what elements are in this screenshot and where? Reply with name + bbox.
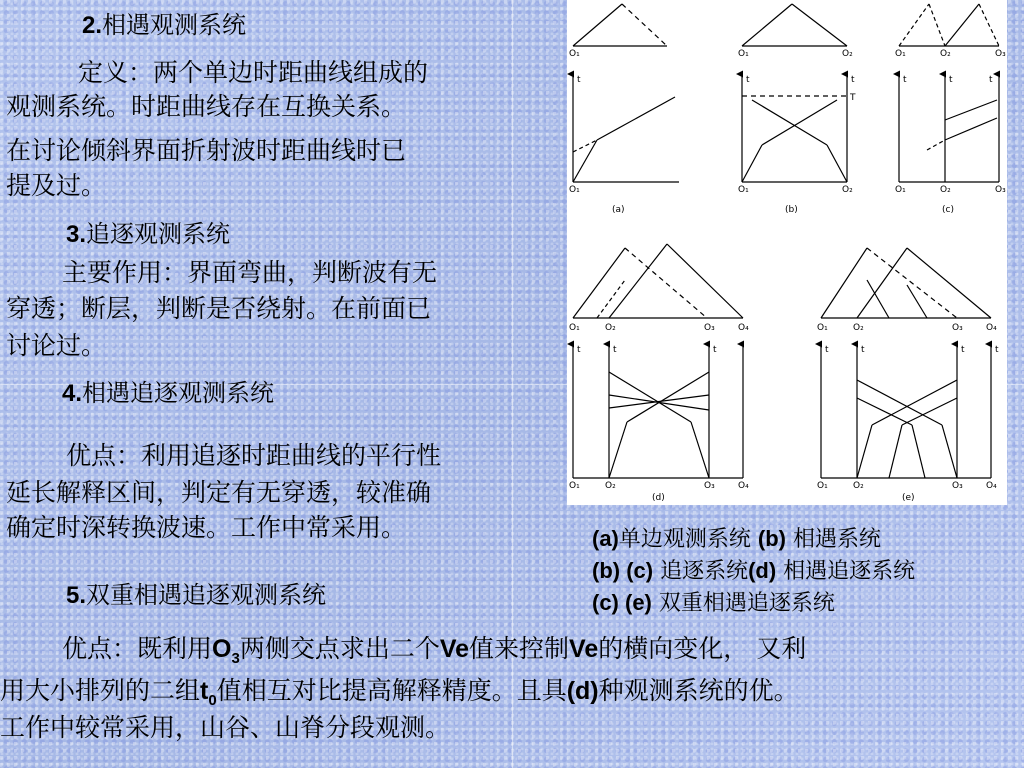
section-5-body-line-1 — [62, 633, 806, 674]
text-run: (d) — [566, 677, 599, 705]
axis-T-label: T — [850, 93, 856, 103]
text-run: Ve — [439, 635, 470, 663]
section-3-number: 3. — [66, 221, 87, 248]
panel-e-traveltime — [821, 344, 991, 478]
text-run: (d) — [748, 558, 777, 583]
o-label: O₂ — [605, 323, 616, 333]
o-label: O₂ — [842, 185, 853, 195]
text-run: 追逐系统 — [653, 559, 749, 584]
panel-d-traveltime — [573, 344, 743, 478]
axis-t-label: t — [613, 345, 617, 355]
section-2-body-line: 定义：两个单边时距曲线组成的 — [78, 58, 429, 87]
figure-caption-line — [592, 557, 915, 585]
o-label: O₁ — [895, 49, 906, 59]
panel-label-c: (c) — [942, 205, 954, 215]
o-label: O₂ — [940, 185, 951, 195]
observation-system-figure — [567, 0, 1007, 505]
panel-c-traveltime — [899, 74, 999, 182]
panel-label-e: (e) — [902, 493, 915, 503]
text-run: 两侧交点求出二个 — [239, 634, 440, 663]
o-label: O₁ — [569, 185, 580, 195]
o-label: O₃ — [995, 185, 1006, 195]
o-label: O₁ — [895, 185, 906, 195]
o-label: O₂ — [605, 481, 616, 491]
subscript: 3 — [231, 650, 240, 667]
panel-label-d: (d) — [652, 493, 665, 503]
panel-a-traveltime — [573, 74, 679, 182]
text-run: 用大小排列的二组 — [0, 676, 201, 705]
text-run: 值来控制 — [469, 634, 570, 663]
axis-t-label: t — [989, 75, 993, 85]
text-run: 相遇追逐系统 — [776, 559, 916, 584]
section-4-title: 相遇追逐观测系统 — [82, 379, 275, 407]
figure-caption-line — [592, 525, 881, 553]
section-2-body-line: 在讨论倾斜界面折射波时距曲线时已 — [6, 136, 407, 165]
text-run: (a) — [592, 526, 619, 551]
axis-t-label: t — [961, 345, 965, 355]
axis-t-label: t — [861, 345, 865, 355]
section-5-number: 5. — [66, 582, 87, 609]
o-label: O₃ — [704, 323, 715, 333]
o-label: O₄ — [738, 323, 749, 333]
subscript: 0 — [208, 692, 217, 709]
axis-t-label: t — [949, 75, 953, 85]
text-run: 相遇系统 — [785, 527, 881, 552]
o-label: O₄ — [738, 481, 749, 491]
section-2-body-line: 提及过。 — [6, 171, 107, 200]
section-5-body-line-3: 工作中较常采用，山谷、山脊分段观测。 — [0, 713, 451, 742]
text-run: O — [212, 635, 232, 663]
text-run: 值相互对比提高解释精度。且具 — [216, 676, 567, 705]
o-label: O₃ — [952, 481, 963, 491]
o-label: O₁ — [569, 49, 580, 59]
o-label: O₂ — [853, 323, 864, 333]
panel-label-b: (b) — [785, 205, 798, 215]
o-label: O₂ — [940, 49, 951, 59]
axis-t-label: t — [577, 75, 581, 85]
axis-t-label: t — [903, 75, 907, 85]
axis-t-label: t — [851, 75, 855, 85]
section-5-title: 双重相遇追逐观测系统 — [86, 581, 327, 609]
section-2-number: 2. — [82, 12, 103, 39]
panel-b-geometry — [742, 4, 847, 46]
text-run: 双重相遇追逐系统 — [651, 591, 835, 616]
text-run: 的横向变化， 又利 — [598, 634, 807, 663]
axis-t-label: t — [995, 345, 999, 355]
panel-e-geometry — [821, 248, 991, 318]
text-run: (b) — [757, 526, 786, 551]
section-2-heading — [82, 10, 246, 41]
panel-d-geometry — [573, 244, 743, 318]
panel-c-geometry — [899, 4, 999, 46]
section-2-body-line: 观测系统。时距曲线存在互换关系。 — [6, 92, 407, 121]
text-run: (b) (c) — [592, 558, 654, 583]
o-label: O₁ — [817, 481, 828, 491]
text-run: Ve — [569, 635, 599, 663]
section-3-heading — [66, 219, 230, 250]
section-3-body-line: 穿透；断层，判断是否绕射。在前面已 — [6, 294, 432, 323]
o-label: O₄ — [986, 323, 997, 333]
o-label: O₄ — [986, 481, 997, 491]
panel-label-a: (a) — [612, 205, 625, 215]
section-5-heading — [66, 580, 326, 611]
axis-t-label: t — [577, 345, 581, 355]
o-label: O₃ — [995, 49, 1006, 59]
o-label: O₁ — [569, 323, 580, 333]
section-3-body-line: 讨论过。 — [6, 331, 107, 360]
section-4-body-line: 优点：利用追逐时距曲线的平行性 — [66, 441, 442, 470]
axis-t-label: t — [746, 75, 750, 85]
o-label: O₂ — [842, 49, 853, 59]
text-run: t — [200, 677, 209, 705]
figure-caption-line — [592, 589, 835, 617]
o-label: O₁ — [738, 49, 749, 59]
section-4-body-line: 确定时深转换波速。工作中常采用。 — [6, 513, 407, 542]
diagram-svg — [567, 0, 1007, 505]
o-label: O₁ — [569, 481, 580, 491]
o-label: O₃ — [704, 481, 715, 491]
panel-b-traveltime — [742, 74, 847, 182]
text-run: (c) (e) — [592, 590, 652, 615]
text-run: 种观测系统的优。 — [598, 676, 799, 705]
axis-t-label: t — [713, 345, 717, 355]
o-label: O₂ — [853, 481, 864, 491]
section-2-title: 相遇观测系统 — [102, 11, 247, 39]
o-label: O₃ — [952, 323, 963, 333]
panel-a-geometry — [573, 4, 667, 46]
o-label: O₁ — [738, 185, 749, 195]
section-3-body-line: 主要作用：界面弯曲，判断波有无 — [62, 258, 438, 287]
section-4-heading — [62, 378, 274, 409]
text-run: 单边观测系统 — [618, 527, 758, 552]
section-3-title: 追逐观测系统 — [86, 220, 231, 248]
section-4-number: 4. — [62, 380, 83, 407]
section-4-body-line: 延长解释区间，判定有无穿透，较准确 — [6, 478, 432, 507]
axis-t-label: t — [825, 345, 829, 355]
text-run: 优点：既利用 — [62, 634, 213, 663]
section-5-body-line-2 — [0, 675, 799, 716]
o-label: O₁ — [817, 323, 828, 333]
